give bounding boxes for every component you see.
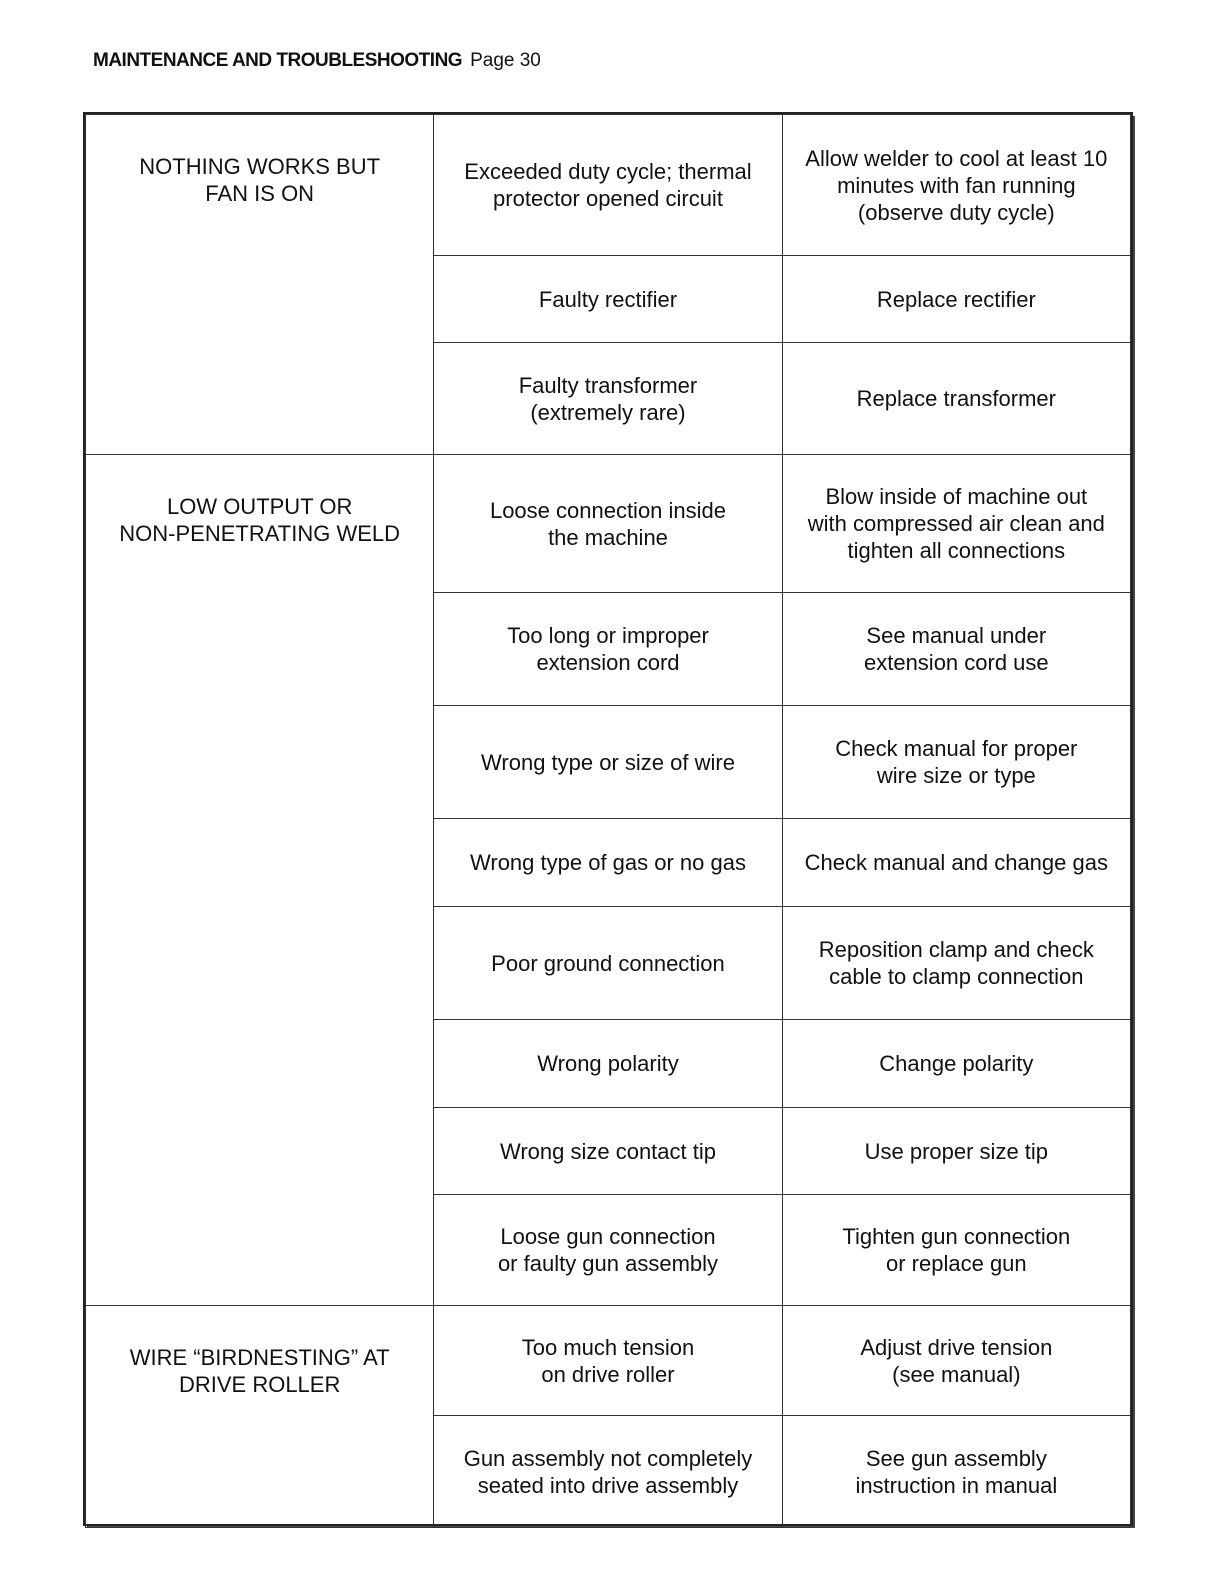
cause-cell: Faulty transformer (extremely rare) — [434, 343, 782, 455]
remedy-cell: Replace transformer — [782, 343, 1130, 455]
remedy-cell: Check manual and change gas — [782, 819, 1130, 907]
page-header — [93, 50, 541, 72]
table-row — [86, 1306, 1131, 1416]
cause-cell: Too long or improper extension cord — [434, 593, 782, 706]
troubleshooting-table — [85, 114, 1131, 1528]
page-number: Page 30 — [470, 50, 541, 71]
remedy-cell: Tighten gun connection or replace gun — [782, 1195, 1130, 1306]
cause-cell: Wrong size contact tip — [434, 1108, 782, 1195]
cause-cell: Wrong type of gas or no gas — [434, 819, 782, 907]
cause-cell: Wrong type or size of wire — [434, 706, 782, 819]
troubleshooting-table-frame — [83, 112, 1133, 1526]
remedy-cell: Blow inside of machine out with compressed air clean and tighten all connections — [782, 455, 1130, 593]
remedy-cell: Change polarity — [782, 1020, 1130, 1108]
cause-cell: Too much tension on drive roller — [434, 1306, 782, 1416]
remedy-cell: See manual under extension cord use — [782, 593, 1130, 706]
table-row — [86, 115, 1131, 256]
cause-cell: Loose gun connection or faulty gun assembly — [434, 1195, 782, 1306]
cause-cell: Wrong polarity — [434, 1020, 782, 1108]
section-title: MAINTENANCE AND TROUBLESHOOTING — [93, 50, 463, 71]
remedy-cell: Replace rectifier — [782, 256, 1130, 343]
cause-cell: Poor ground connection — [434, 907, 782, 1020]
cause-cell: Faulty rectifier — [434, 256, 782, 343]
problem-cell: LOW OUTPUT OR NON-PENETRATING WELD — [86, 455, 434, 1306]
remedy-cell: Check manual for proper wire size or type — [782, 706, 1130, 819]
problem-cell: NOTHING WORKS BUT FAN IS ON — [86, 115, 434, 455]
cause-cell: Exceeded duty cycle; thermal protector opened circuit — [434, 115, 782, 256]
remedy-cell: Use proper size tip — [782, 1108, 1130, 1195]
cause-cell: Loose connection inside the machine — [434, 455, 782, 593]
remedy-cell: Allow welder to cool at least 10 minutes with fan running (observe duty cycle) — [782, 115, 1130, 256]
table-row — [86, 455, 1131, 593]
remedy-cell: Reposition clamp and check cable to clamp connection — [782, 907, 1130, 1020]
cause-cell: Gun assembly not completely seated into drive assembly — [434, 1416, 782, 1528]
remedy-cell: See gun assembly instruction in manual — [782, 1416, 1130, 1528]
problem-cell: WIRE “BIRDNESTING” AT DRIVE ROLLER — [86, 1306, 434, 1528]
remedy-cell: Adjust drive tension (see manual) — [782, 1306, 1130, 1416]
